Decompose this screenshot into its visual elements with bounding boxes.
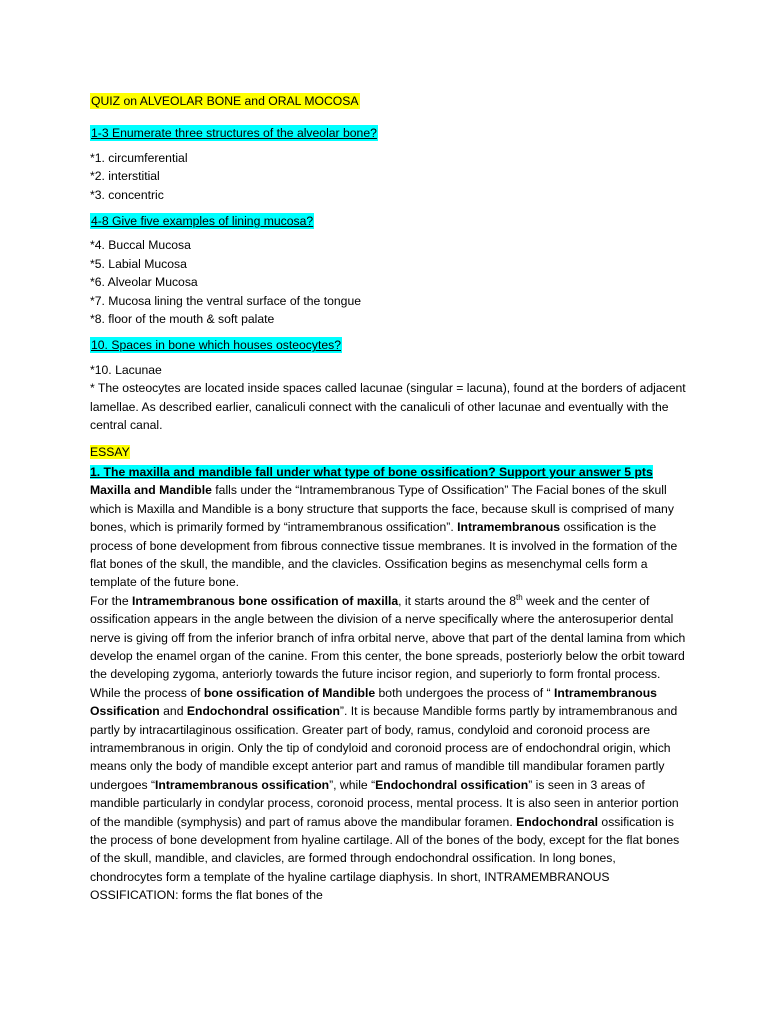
text-run: both undergoes the process of “ xyxy=(375,685,554,700)
text-run: ”, while “ xyxy=(329,777,376,792)
text-run: For the xyxy=(90,593,132,608)
answer-line: *8. floor of the mouth & soft palate xyxy=(90,312,275,327)
text-run: Endochondral xyxy=(516,814,599,829)
essay-paragraph-2 xyxy=(90,592,690,684)
text-run: falls under the “Intramembranous Type of Ossification” The Facial bones of the skull which is Maxilla and Mandible is a bony structure that supports the face, because skull is comprised of many bones, which is primarily formed by “intramembranous ossification”. xyxy=(90,483,674,535)
essay-paragraph-3 xyxy=(90,684,690,905)
text-run: Intramembranous Ossification xyxy=(90,685,657,719)
text-run: bone ossification of Mandible xyxy=(203,685,376,700)
text-run: ossification is the process of bone development from fibrous connective tissue membranes. It is involved in the formation of the flat bones of the skull, the mandible, and the clavicles. Ossification begins as mesenchymal cells form a template of the future bone. xyxy=(90,520,678,590)
text-run: Intramembranous bone ossification of maxilla xyxy=(132,593,399,608)
text-run: Endochondral ossification xyxy=(375,777,529,792)
text-run: and xyxy=(159,704,187,719)
text-run: Endochondral ossification xyxy=(186,704,340,719)
question-heading-1-text: 1-3 Enumerate three structures of the alveolar bone? xyxy=(91,126,377,141)
answer-line: *6. Alveolar Mucosa xyxy=(90,275,198,290)
answer-line: *7. Mucosa lining the ventral surface of the tongue xyxy=(90,293,361,308)
answer-line: *3. concentric xyxy=(90,187,164,202)
text-run: Intramembranous ossification xyxy=(155,777,330,792)
text-run: Intramembranous xyxy=(457,520,561,535)
document-body xyxy=(90,92,690,905)
superscript: th xyxy=(516,592,523,602)
essay-question-heading-text: 1. The maxilla and mandible fall under what type of bone ossification? Support your answer 5 pts xyxy=(90,464,653,479)
quiz-title xyxy=(90,92,690,110)
question-heading-2-text: 4-8 Give five examples of lining mucosa? xyxy=(91,214,314,229)
text-run: ”. It is because Mandible forms partly by intramembranous and partly by intracartilaginous ossification. Greater part of body, ramus, condyloid and coronoid process are intramembranous in origin. Only the tip of condyloid and coronoid process are of endochondral origin, which means only the body of mandible except anterior part and ramus of mandible till mandibular foramen partly undergoes “ xyxy=(90,704,678,792)
question-heading-3-text: 10. Spaces in bone which houses osteocytes? xyxy=(91,338,342,353)
text-run: While the process of xyxy=(90,685,204,700)
spacer xyxy=(90,204,690,212)
question-heading-2 xyxy=(90,212,690,230)
text-run: week and the center of ossification appears in the angle between the division of a nerve specifically where the anterosuperior dental nerve is giving off from the inferior branch of infra orbital nerve, above that part of the dental lamina from which develop the enamel organ of the canine. From this center, the bone spreads, posteriorly below the orbit toward the developing zygoma, anteriorly towards the future incisor region, and superiorly to form frontal process. xyxy=(90,593,686,682)
essay-question-heading xyxy=(90,463,690,481)
answer-line: *4. Buccal Mucosa xyxy=(90,238,191,253)
spacer xyxy=(90,435,690,443)
answer-line: *10. Lacunae xyxy=(90,362,162,377)
spacer xyxy=(90,116,690,124)
spacer xyxy=(90,328,690,336)
answer-line: *1. circumferential xyxy=(90,150,188,165)
question-heading-1 xyxy=(90,124,690,142)
essay-paragraph-1 xyxy=(90,481,690,591)
answer-note: * The osteocytes are located inside spaces called lacunae (singular = lacuna), found at the borders of adjacent lamellae. As described earlier, canaliculi connect with the canaliculi of other lacunae and eventually with the central canal. xyxy=(90,381,686,433)
essay-label-text: ESSAY xyxy=(90,444,130,459)
essay-label xyxy=(90,443,690,461)
text-run: , it starts around the 8 xyxy=(398,593,517,608)
text-run: Maxilla and Mandible xyxy=(90,483,212,498)
answer-line: *5. Labial Mucosa xyxy=(90,256,187,271)
text-run: ossification is the process of bone development from hyaline cartilage. All of the bones of the body, except for the flat bones of the skull, mandible, and clavicles, are formed through endochondral ossification. In long bones, chondrocytes form a template of the hyaline cartilage diaphysis. In short, INTRAMEMBRANOUS OSSIFICATION: forms the flat bones of the xyxy=(90,814,680,903)
answer-line: *2. interstitial xyxy=(90,169,160,184)
quiz-title-text: QUIZ on ALVEOLAR BONE and ORAL MOCOSA xyxy=(91,94,359,108)
text-run: ” is seen in 3 areas of mandible particularly in condylar process, coronoid process, mental process. It is also seen in anterior portion of the mandible (symphysis) and part of ramus above the mandibular foramen. xyxy=(90,777,679,829)
question-heading-3 xyxy=(90,336,690,354)
